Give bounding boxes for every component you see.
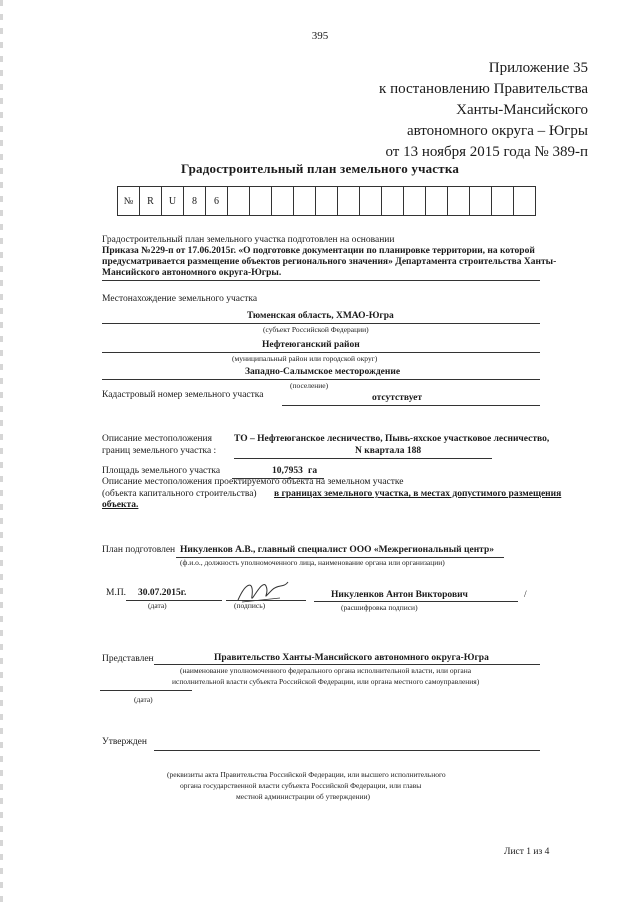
plan-number-cell — [227, 186, 250, 216]
basis-line: Градостроительный план земельного участка подготовлен на основании — [102, 235, 395, 245]
location-subject: Тюменская область, ХМАО-Югра — [247, 311, 394, 321]
object-line: Описание местоположения проектируемого объекта на земельном участке — [102, 477, 404, 487]
plan-number-cell — [381, 186, 404, 216]
cadastral-label: Кадастровый номер земельного участка — [102, 390, 264, 400]
boundaries-value: ТО – Нефтеюганское лесничество, Пывь-яхское участковое лесничество, — [234, 434, 550, 444]
plan-number-cell — [271, 186, 294, 216]
plan-number-cell — [425, 186, 448, 216]
boundaries-label: границ земельного участка : — [102, 446, 217, 456]
area-unit: га — [308, 466, 318, 476]
cadastral-value: отсутствует — [372, 393, 423, 403]
approved-label: Утвержден — [102, 737, 147, 747]
object-value: объекта. — [102, 500, 139, 510]
location-district-caption: (муниципальный район или городской округ) — [232, 354, 378, 363]
plan-number-cell: 8 — [183, 186, 206, 216]
stamp-label: М.П. — [106, 588, 127, 598]
location-settlement-caption: (поселение) — [290, 381, 329, 390]
plan-number-cell — [491, 186, 514, 216]
page-number: 395 — [311, 30, 329, 42]
basis-line: Мансийского автономного округа-Югры. — [102, 268, 282, 278]
plan-number-cell: R — [139, 186, 162, 216]
area-label: Площадь земельного участка — [102, 466, 221, 476]
appendix-line: автономного округа – Югры — [406, 123, 588, 139]
plan-number-cell — [469, 186, 492, 216]
scan-edge — [0, 0, 3, 905]
approved-caption: местной администрации об утверждении) — [236, 792, 371, 801]
submitted-value: Правительство Ханты-Мансийского автономного округа-Югра — [214, 653, 489, 663]
prepared-label: План подготовлен — [102, 545, 176, 555]
basis-line: Приказа №229-п от 17.06.2015г. «О подготовке документации по планировке территории, на которой — [102, 246, 535, 256]
sign-date-caption: (дата) — [148, 601, 167, 610]
appendix-line: Приложение 35 — [488, 60, 588, 76]
sign-name-caption: (расшифровка подписи) — [341, 603, 418, 612]
plan-number-cell — [293, 186, 316, 216]
sheet-counter: Лист 1 из 4 — [504, 847, 550, 857]
basis-line: предусматривается размещение объектов регионального значения» Департамента строительства Ханты- — [102, 257, 557, 267]
area-value: 10,7953 — [272, 466, 303, 476]
submitted-caption: (наименование уполномоченного федерального органа исполнительной власти, или органа — [180, 666, 472, 675]
sign-slash: / — [524, 590, 527, 600]
sign-date: 30.07.2015г. — [138, 588, 187, 598]
submitted-date-caption: (дата) — [134, 695, 153, 704]
sign-caption: (подпись) — [234, 601, 266, 610]
prepared-value: Никуленков А.В., главный специалист ООО «Межрегиональный центр» — [180, 545, 494, 555]
location-label: Местонахождение земельного участка — [102, 294, 258, 304]
plan-number-cell: U — [161, 186, 184, 216]
plan-number-cell — [315, 186, 338, 216]
appendix-line: к постановлению Правительства — [379, 81, 588, 97]
plan-number-cell: 6 — [205, 186, 228, 216]
location-subject-caption: (субъект Российской Федерации) — [263, 325, 369, 334]
plan-number-grid — [118, 186, 536, 216]
approved-caption: (реквизиты акта Правительства Российской Федерации, или высшего исполнительного — [167, 770, 446, 779]
location-district: Нефтеюганский район — [262, 340, 360, 350]
appendix-line: от 13 ноября 2015 года № 389-п — [385, 144, 588, 160]
submitted-label: Представлен — [102, 654, 154, 664]
plan-number-cell — [249, 186, 272, 216]
object-value: в границах земельного участка, в местах допустимого размещения — [274, 489, 562, 499]
boundaries-value: N квартала 188 — [355, 446, 422, 456]
object-line: (объекта капитального строительства) — [102, 489, 257, 499]
appendix-line: Ханты-Мансийского — [456, 102, 588, 118]
boundaries-label: Описание местоположения — [102, 434, 212, 444]
submitted-caption: исполнительной власти субъекта Российской Федерации, или органа местного самоуправления) — [172, 677, 480, 686]
plan-number-cell — [359, 186, 382, 216]
plan-number-cell — [337, 186, 360, 216]
sign-name: Никуленков Антон Викторович — [331, 590, 468, 600]
document-title: Градостроительный план земельного участка — [180, 161, 460, 176]
prepared-caption: (ф.и.о., должность уполномоченного лица, наименование органа или организации) — [180, 558, 445, 567]
location-settlement: Западно-Салымское месторождение — [245, 367, 401, 377]
plan-number-cell: № — [117, 186, 140, 216]
plan-number-cell — [513, 186, 536, 216]
approved-caption: органа государственной власти субъекта Российской Федерации, или главы — [180, 781, 422, 790]
plan-number-cell — [403, 186, 426, 216]
plan-number-cell — [447, 186, 470, 216]
